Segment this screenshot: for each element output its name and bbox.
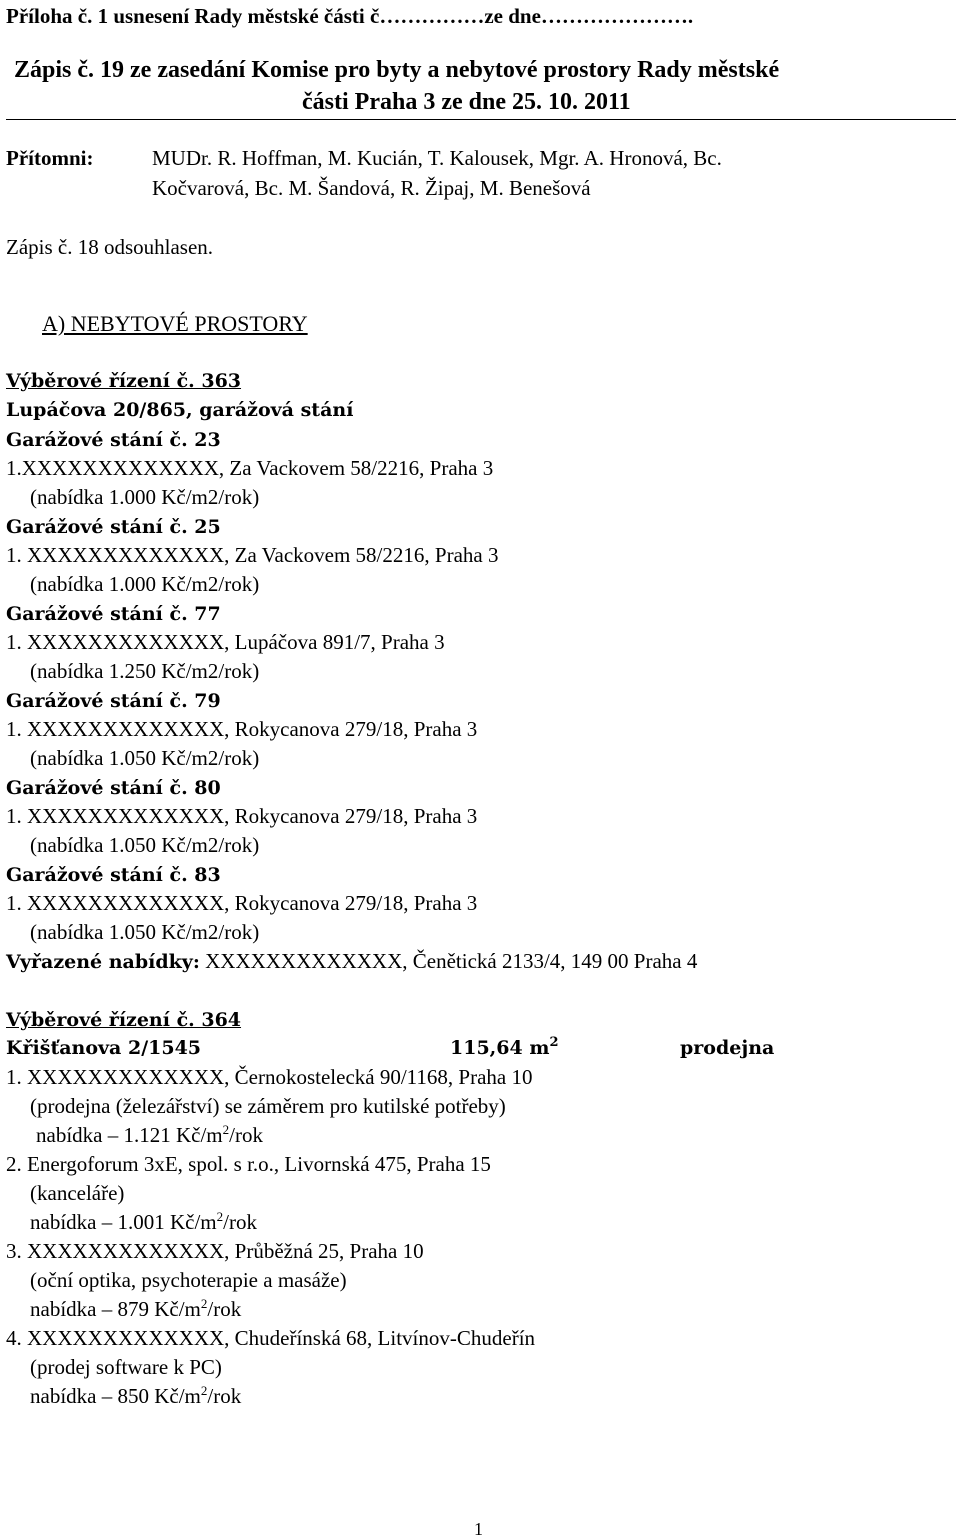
garage-slot: Garážové stání č. 77 [6, 603, 221, 625]
bid-line: 1. XXXXXXXXXXXXX, Černokostelecká 90/1168, Praha 10 [6, 1065, 533, 1089]
attendance-names-1: MUDr. R. Hoffman, M. Kucián, T. Kalousek, Mgr. A. Hronová, Bc. [152, 146, 722, 170]
garage-bid: 1. XXXXXXXXXXXXX, Rokycanova 279/18, Praha 3 [6, 717, 478, 741]
tender-363-subject: Lupáčova 20/865, garážová stání [6, 399, 354, 421]
bid-line: 3. XXXXXXXXXXXXX, Průběžná 25, Praha 10 [6, 1239, 424, 1263]
excluded-offers [6, 951, 697, 972]
bid-line: 4. XXXXXXXXXXXXX, Chudeřínská 68, Litvínov-Chudeřín [6, 1326, 536, 1350]
garage-slot: Garážové stání č. 23 [6, 429, 221, 451]
page-number: 1 [474, 1519, 483, 1539]
garage-bid: 1. XXXXXXXXXXXXX, Rokycanova 279/18, Praha 3 [6, 804, 478, 828]
garage-bid: 1. XXXXXXXXXXXXX, Lupáčova 891/7, Praha 3 [6, 630, 445, 654]
bid-purpose: (prodej software k PC) [30, 1355, 222, 1379]
bid-offer: nabídka – 879 $Kč/m^2$/rok [30, 1296, 242, 1321]
title-line-2: části Praha 3 ze dne 25. 10. 2011 [302, 89, 631, 115]
garage-slot: Garážové stání č. 80 [6, 777, 221, 799]
garage-offer: (nabídka 1.000 Kč/m2/rok) [30, 485, 260, 509]
garage-bid: 1.XXXXXXXXXXXXX, Za Vackovem 58/2216, Praha 3 [6, 456, 494, 480]
bid-purpose: (prodejna (železářství) se záměrem pro kutilské potřeby) [30, 1094, 506, 1118]
section-a-heading: A) NEBYTOVÉ PROSTORY [42, 311, 308, 336]
garage-slot: Garážové stání č. 83 [6, 864, 221, 886]
annex-line: Příloha č. 1 usnesení Rady městské části č……………ze dne…………………. [6, 4, 694, 28]
attendance-names-2: Kočvarová, Bc. M. Šandová, R. Žipaj, M. Benešová [152, 176, 591, 200]
tender-364-address: Křišťanova 2/1545 [6, 1037, 202, 1059]
attendance-label: Přítomni: [6, 146, 94, 170]
garage-slot: Garážové stání č. 79 [6, 690, 221, 712]
garage-offer: (nabídka 1.250 Kč/m2/rok) [30, 659, 260, 683]
excluded-label: Vyřazené nabídky: [6, 951, 200, 973]
tender-364-type: prodejna [680, 1037, 775, 1059]
garage-slot: Garážové stání č. 25 [6, 516, 221, 538]
garage-offer: (nabídka 1.050 Kč/m2/rok) [30, 833, 260, 857]
title-line-1: Zápis č. 19 ze zasedání Komise pro byty a nebytové prostory Rady městské [14, 57, 780, 83]
garage-bid: 1. XXXXXXXXXXXXX, Rokycanova 279/18, Praha 3 [6, 891, 478, 915]
bid-purpose: (kanceláře) [30, 1181, 125, 1205]
garage-offer: (nabídka 1.050 Kč/m2/rok) [30, 746, 260, 770]
bid-offer: nabídka – 850 $Kč/m^2$/rok [30, 1383, 242, 1408]
tender-364-heading: Výběrové řízení č. 364 [6, 1009, 242, 1031]
bid-purpose: (oční optika, psychoterapie a masáže) [30, 1268, 347, 1292]
tender-364-area: 115,64 $m^2$ [450, 1035, 559, 1059]
garage-bid: 1. XXXXXXXXXXXXX, Za Vackovem 58/2216, Praha 3 [6, 543, 499, 567]
title-rule [6, 119, 956, 120]
garage-offer: (nabídka 1.050 Kč/m2/rok) [30, 920, 260, 944]
garage-offer: (nabídka 1.000 Kč/m2/rok) [30, 572, 260, 596]
tender-363-heading: Výběrové řízení č. 363 [6, 370, 242, 392]
bid-offer: nabídka – 1.001 $Kč/m^2$/rok [30, 1209, 257, 1234]
bid-line: 2. Energoforum 3xE, spol. s r.o., Livornská 475, Praha 15 [6, 1152, 491, 1176]
excluded-text: XXXXXXXXXXXXX, Čenětická 2133/4, 149 00 Praha 4 [199, 949, 698, 973]
approval-note: Zápis č. 18 odsouhlasen. [6, 235, 214, 259]
bid-offer: nabídka – 1.121 $Kč/m^2$/rok [36, 1122, 263, 1147]
